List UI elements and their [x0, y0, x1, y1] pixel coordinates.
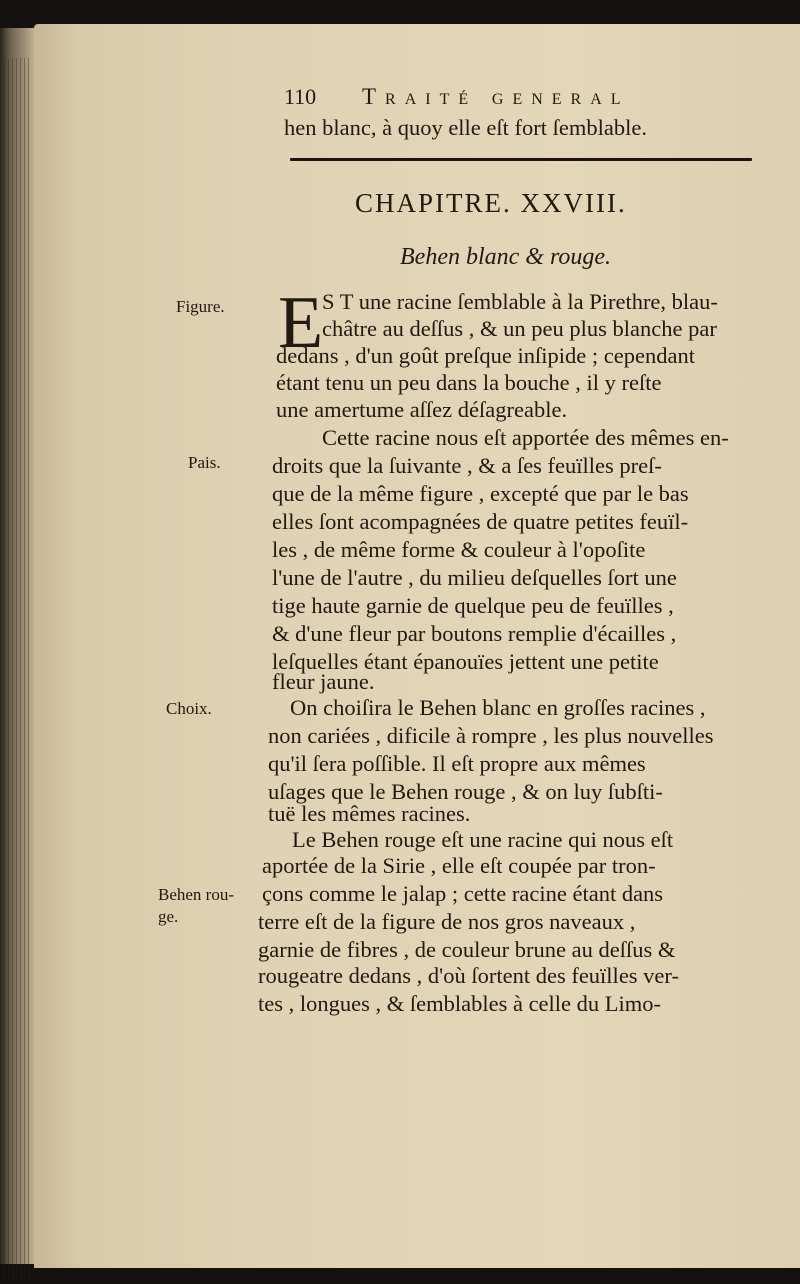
- body-line: l'une de l'autre , du milieu deſquelles ſort une: [272, 565, 677, 590]
- body-line: aportée de la Sirie , elle eſt coupée par tron-: [262, 853, 656, 878]
- page-number: 110: [284, 84, 317, 109]
- body-line: rougeatre dedans , d'où ſortent des feuïlles ver-: [258, 963, 679, 988]
- running-title: Traité general: [362, 84, 630, 109]
- body-line: çons comme le jalap ; cette racine étant dans: [262, 881, 664, 906]
- body-line: étant tenu un peu dans la bouche , il y reſte: [276, 370, 662, 395]
- body-line: qu'il ſera poſſible. Il eſt propre aux mêmes: [268, 751, 646, 776]
- book-binding: [0, 28, 34, 1264]
- body-line: dedans , d'un goût preſque inſipide ; cependant: [276, 343, 695, 368]
- body-line: Cette racine nous eſt apportée des mêmes en-: [322, 425, 729, 450]
- body-line: droits que la ſuivante , & a ſes feuïlles preſ-: [272, 453, 662, 478]
- carryover-line: hen blanc, à quoy elle eſt fort ſemblable.: [284, 115, 647, 140]
- body-line: Le Behen rouge eſt une racine qui nous eſt: [292, 827, 674, 852]
- section-title: Behen blanc & rouge.: [400, 244, 612, 270]
- body-line: fleur jaune.: [272, 669, 375, 694]
- body-line: On choiſira le Behen blanc en groſſes racines ,: [290, 695, 706, 720]
- body-line: tige haute garnie de quelque peu de feuïlles ,: [272, 593, 674, 618]
- body-line: une amertume aſſez déſagreable.: [276, 397, 568, 422]
- drop-cap: E: [278, 282, 324, 364]
- header-rule: [290, 158, 752, 161]
- body-line: non cariées , dificile à rompre , les plus nouvelles: [268, 723, 714, 748]
- margin-note-behen-rouge-1: Behen rou-: [158, 885, 235, 904]
- body-line: châtre au deſſus , & un peu plus blanche par: [322, 316, 717, 341]
- running-header: [284, 84, 704, 118]
- body-line: & d'une fleur par boutons remplie d'écailles ,: [272, 621, 677, 646]
- margin-note-pais: Pais.: [188, 453, 221, 472]
- margin-note-choix: Choix.: [166, 699, 212, 718]
- chapter-title: CHAPITRE. XXVIII.: [355, 188, 627, 218]
- body-line: que de la même figure , excepté que par le bas: [272, 481, 689, 506]
- body-line: terre eſt de la figure de nos gros naveaux ,: [258, 909, 636, 934]
- body-line: uſages que le Behen rouge , & on luy ſubſti-: [268, 779, 663, 804]
- body-line: tuë les mêmes racines.: [268, 801, 471, 826]
- body-line: tes , longues , & ſemblables à celle du Limo-: [258, 991, 662, 1016]
- body-line: leſquelles étant épanouïes jettent une petite: [272, 649, 659, 674]
- body-line: les , de même forme & couleur à l'opoſite: [272, 537, 646, 562]
- margin-note-figure: Figure.: [176, 297, 225, 316]
- body-line: garnie de fibres , de couleur brune au deſſus &: [258, 937, 676, 962]
- margin-note-behen-rouge-2: ge.: [158, 907, 179, 926]
- body-line: S T une racine ſemblable à la Pirethre, blau-: [322, 289, 718, 314]
- body-line: elles ſont acompagnées de quatre petites feuïl-: [272, 509, 689, 534]
